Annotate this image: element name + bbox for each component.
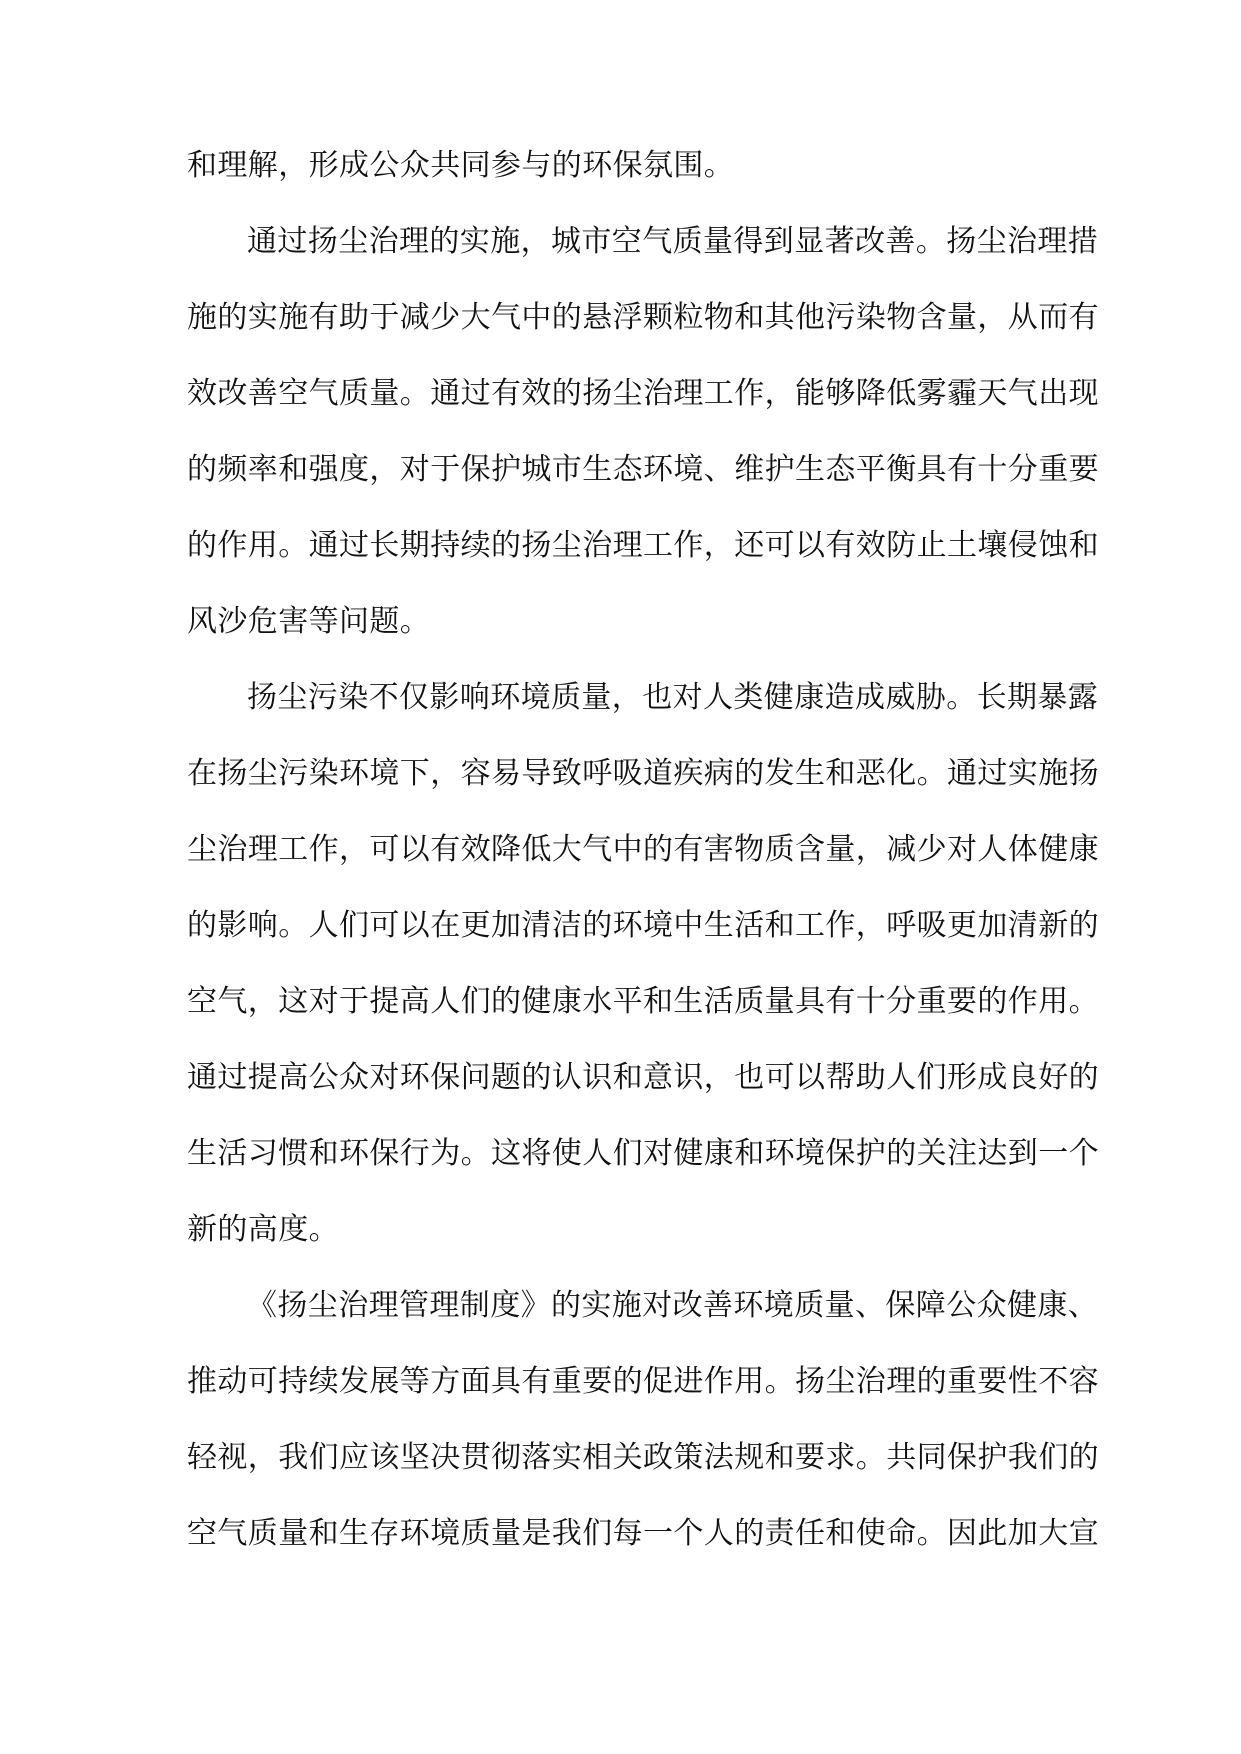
text-line: 新的高度。 [187, 1212, 339, 1247]
text-line: 和理解，形成公众共同参与的环保氛围。 [187, 148, 735, 183]
text-line: 效改善空气质量。通过有效的扬尘治理工作，能够降低雾霾天气出现 [187, 376, 1099, 411]
text-line: 空气质量和生存环境质量是我们每一个人的责任和使命。因此加大宣 [187, 1516, 1099, 1551]
text-line: 通过提高公众对环保问题的认识和意识，也可以帮助人们形成良好的 [187, 1060, 1099, 1095]
text-line: 推动可持续发展等方面具有重要的促进作用。扬尘治理的重要性不容 [187, 1364, 1099, 1399]
text-line: 轻视，我们应该坚决贯彻落实相关政策法规和要求。共同保护我们的 [187, 1440, 1099, 1475]
text-line: 的影响。人们可以在更加清洁的环境中生活和工作，呼吸更加清新的 [187, 908, 1099, 943]
document-body [187, 144, 1099, 1588]
paragraph-first-line: 通过扬尘治理的实施，城市空气质量得到显著改善。扬尘治理措 [247, 224, 1099, 259]
text-line: 尘治理工作，可以有效降低大气中的有害物质含量，减少对人体健康 [187, 832, 1099, 867]
paragraph-first-line: 《扬尘治理管理制度》的实施对改善环境质量、保障公众健康、 [247, 1288, 1099, 1323]
text-line: 空气，这对于提高人们的健康水平和生活质量具有十分重要的作用。 [187, 984, 1099, 1019]
text-line: 在扬尘污染环境下，容易导致呼吸道疾病的发生和恶化。通过实施扬 [187, 756, 1099, 791]
text-line: 生活习惯和环保行为。这将使人们对健康和环境保护的关注达到一个 [187, 1136, 1099, 1171]
text-line: 的频率和强度，对于保护城市生态环境、维护生态平衡具有十分重要 [187, 452, 1099, 487]
text-line: 施的实施有助于减少大气中的悬浮颗粒物和其他污染物含量，从而有 [187, 300, 1099, 335]
paragraph-first-line: 扬尘污染不仅影响环境质量，也对人类健康造成威胁。长期暴露 [247, 680, 1099, 715]
text-line: 的作用。通过长期持续的扬尘治理工作，还可以有效防止土壤侵蚀和 [187, 528, 1099, 563]
text-line: 风沙危害等问题。 [187, 604, 431, 639]
